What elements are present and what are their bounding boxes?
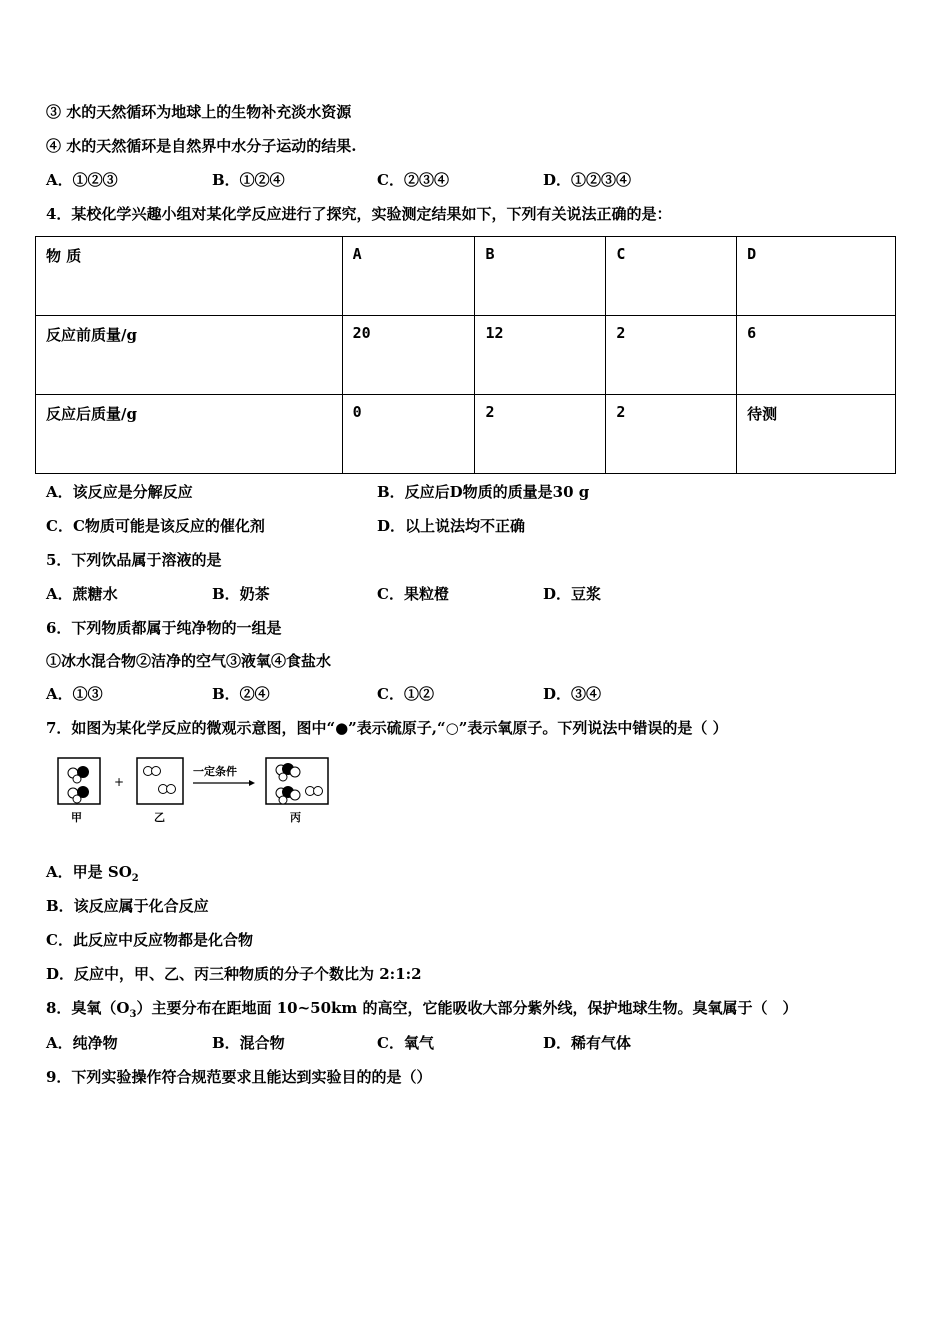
q8-option-a: A．纯净物 bbox=[46, 1034, 118, 1052]
q9-stem: 9．下列实验操作符合规范要求且能达到实验目的的是（） bbox=[46, 1068, 432, 1086]
q6-option-c: C．①② bbox=[377, 685, 434, 703]
label-bing: 丙 bbox=[290, 811, 301, 824]
q6-stem: 6．下列物质都属于纯净物的一组是 bbox=[46, 619, 282, 637]
q4-data-table bbox=[35, 236, 896, 474]
q6-option-b: B．②④ bbox=[212, 685, 270, 703]
q7-option-c: C．此反应中反应物都是化合物 bbox=[46, 931, 253, 949]
q7-option-b: B．该反应属于化合反应 bbox=[46, 897, 209, 915]
so3-molecule bbox=[276, 786, 300, 804]
q4-option-a: A．该反应是分解反应 bbox=[46, 483, 193, 501]
plus-sign: + bbox=[114, 775, 125, 789]
label-jia: 甲 bbox=[71, 811, 82, 824]
table-cell: 20 bbox=[342, 316, 475, 395]
q8-stem-b: ）主要分布在距地面 10~50km 的高空，它能吸收大部分紫外线，保护地球生物。臭氧属于（ ） bbox=[136, 999, 798, 1017]
so2-molecule bbox=[68, 766, 89, 783]
table-cell: 待测 bbox=[737, 395, 896, 474]
q4-option-d: D．以上说法均不正确 bbox=[377, 517, 526, 535]
q3-option-d: D．①②③④ bbox=[543, 171, 632, 189]
q5-option-b: B．奶茶 bbox=[212, 585, 270, 603]
box-yi bbox=[137, 758, 183, 804]
label-yi: 乙 bbox=[154, 811, 165, 824]
q4-stem: 4．某校化学兴趣小组对某化学反应进行了探究，实验测定结果如下，下列有关说法正确的是： bbox=[46, 205, 672, 223]
o2-molecule bbox=[306, 787, 323, 796]
q6-option-d: D．③④ bbox=[543, 685, 602, 703]
q8-option-b: B．混合物 bbox=[212, 1034, 285, 1052]
table-cell: 0 bbox=[342, 395, 475, 474]
q7-option-a-subscript: 2 bbox=[131, 873, 139, 884]
q7-option-d: D．反应中，甲、乙、丙三种物质的分子个数比为 2:1:2 bbox=[46, 965, 422, 983]
q6-option-a: A．①③ bbox=[46, 685, 103, 703]
table-header-row bbox=[36, 237, 896, 316]
q8-stem-a: 8．臭氧（O bbox=[46, 999, 130, 1017]
table-cell: 反应后质量/g bbox=[36, 395, 343, 474]
table-header-cell: B bbox=[475, 237, 606, 316]
q3-option-b: B．①②④ bbox=[212, 171, 285, 189]
so2-molecule bbox=[68, 786, 89, 803]
q8-option-c: C．氧气 bbox=[377, 1034, 434, 1052]
q8-option-d: D．稀有气体 bbox=[543, 1034, 632, 1052]
arrow-head-icon bbox=[249, 780, 255, 786]
table-header-cell: 物 质 bbox=[36, 237, 343, 316]
table-cell: 2 bbox=[606, 395, 737, 474]
q7-option-a bbox=[46, 862, 139, 889]
q5-stem: 5．下列饮品属于溶液的是 bbox=[46, 551, 222, 569]
q3-item-3: ③ 水的天然循环为地球上的生物补充淡水资源 bbox=[46, 103, 352, 121]
q4-option-c: C．C物质可能是该反应的催化剂 bbox=[46, 517, 265, 535]
table-cell: 12 bbox=[475, 316, 606, 395]
q8-stem-subscript: 3 bbox=[129, 1009, 137, 1020]
table-row bbox=[36, 316, 896, 395]
table-header-cell: D bbox=[737, 237, 896, 316]
table-row bbox=[36, 395, 896, 474]
q3-option-a: A．①②③ bbox=[46, 171, 118, 189]
q4-option-b: B．反应后D物质的质量是30 g bbox=[377, 483, 590, 501]
o2-molecule bbox=[144, 767, 161, 776]
o2-molecule bbox=[159, 785, 176, 794]
q5-option-a: A．蔗糖水 bbox=[46, 585, 118, 603]
table-header-cell: A bbox=[342, 237, 475, 316]
q5-option-d: D．豆浆 bbox=[543, 585, 602, 603]
q5-option-c: C．果粒橙 bbox=[377, 585, 449, 603]
so3-molecule bbox=[276, 763, 300, 781]
table-cell: 6 bbox=[737, 316, 896, 395]
table-header-cell: C bbox=[606, 237, 737, 316]
q7-stem: 7．如图为某化学反应的微观示意图，图中“●”表示硫原子,“○”表示氧原子。下列说法中错误的是（ ） bbox=[46, 719, 728, 737]
q8-stem bbox=[46, 998, 798, 1025]
table-cell: 2 bbox=[606, 316, 737, 395]
reaction-diagram bbox=[55, 755, 345, 827]
q3-option-c: C．②③④ bbox=[377, 171, 449, 189]
table-cell: 2 bbox=[475, 395, 606, 474]
q7-option-a-text: A．甲是 SO bbox=[46, 863, 132, 881]
table-cell: 反应前质量/g bbox=[36, 316, 343, 395]
q6-items: ①冰水混合物②洁净的空气③液氧④食盐水 bbox=[46, 652, 332, 670]
q3-item-4: ④ 水的天然循环是自然界中水分子运动的结果. bbox=[46, 137, 357, 155]
condition-label: 一定条件 bbox=[193, 765, 237, 778]
